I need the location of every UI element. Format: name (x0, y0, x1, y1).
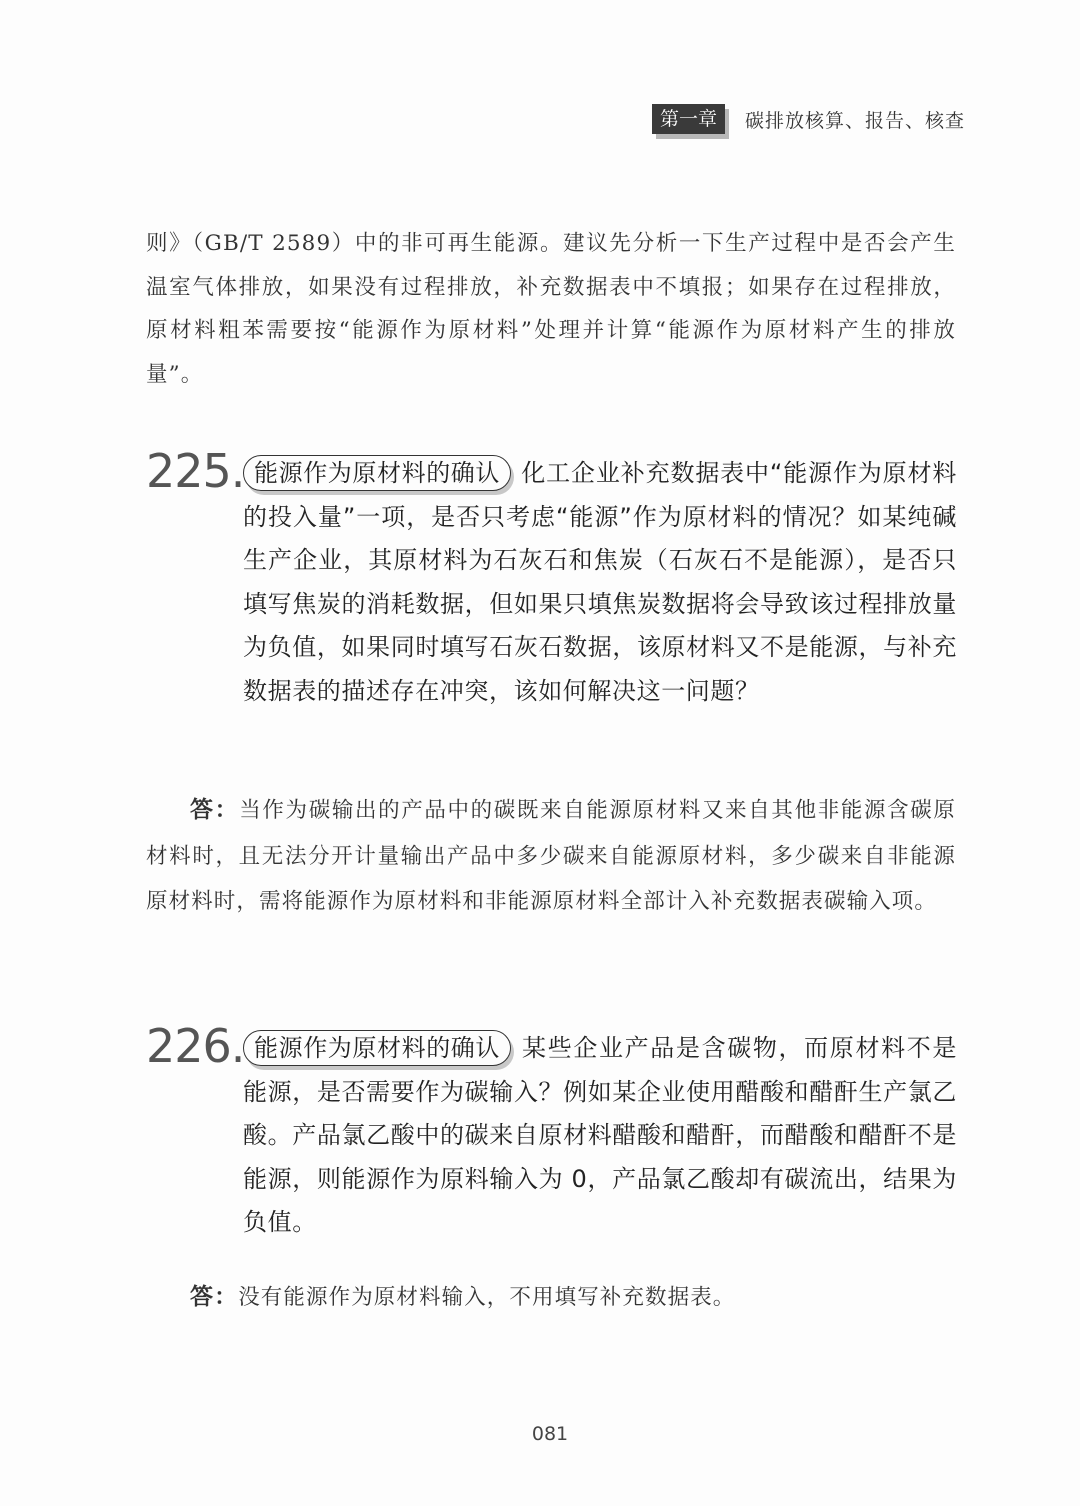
question-226 (243, 1027, 957, 1245)
running-header (652, 104, 965, 134)
answer-225 (146, 788, 956, 925)
question-tag: 能源作为原材料的确认 (243, 1030, 511, 1066)
question-number: 226. (146, 1019, 245, 1073)
question-number: 225. (146, 444, 245, 498)
question-text: 化工企业补充数据表中“能源作为原材料的投入量”一项，是否只考虑“能源”作为原材料的情况？如某纯碱生产企业，其原材料为石灰石和焦炭（石灰石不是能源），是否只填写焦炭的消耗数据，但如果只填焦炭数据将会导致该过程排放量为负值，如果同时填写石灰石数据，该原材料又不是能源，与补充数据表的描述存在冲突，该如何解决这一问题？ (243, 459, 957, 705)
question-225 (243, 452, 957, 713)
chapter-badge: 第一章 (652, 104, 725, 134)
intro-paragraph: 则》（GB/T 2589）中的非可再生能源。建议先分析一下生产过程中是否会产生温室气体排放，如果没有过程排放，补充数据表中不填报；如果存在过程排放，原材料粗苯需要按“能源作为原材料”处理并计算“能源作为原材料产生的排放量”。 (146, 231, 956, 387)
answer-text: 当作为碳输出的产品中的碳既来自能源原材料又来自其他非能源含碳原材料时，且无法分开计量输出产品中多少碳来自能源原材料，多少碳来自非能源原材料时，需将能源作为原材料和非能源原材料全部计入补充数据表碳输入项。 (146, 798, 956, 914)
question-text: 某些企业产品是含碳物，而原材料不是能源，是否需要作为碳输入？例如某企业使用醋酸和醋酐生产氯乙酸。产品氯乙酸中的碳来自原材料醋酸和醋酐，而醋酸和醋酐不是能源，则能源作为原料输入为 0，产品氯乙酸却有碳流出，结果为负值。 (243, 1034, 957, 1236)
answer-text: 没有能源作为原材料输入，不用填写补充数据表。 (238, 1285, 736, 1310)
question-tag: 能源作为原材料的确认 (243, 455, 511, 491)
answer-226 (146, 1275, 956, 1321)
answer-label: 答： (190, 1284, 239, 1310)
page-number: 081 (531, 1423, 569, 1445)
answer-label: 答： (190, 797, 240, 823)
chapter-title: 碳排放核算、报告、核查 (745, 109, 966, 132)
